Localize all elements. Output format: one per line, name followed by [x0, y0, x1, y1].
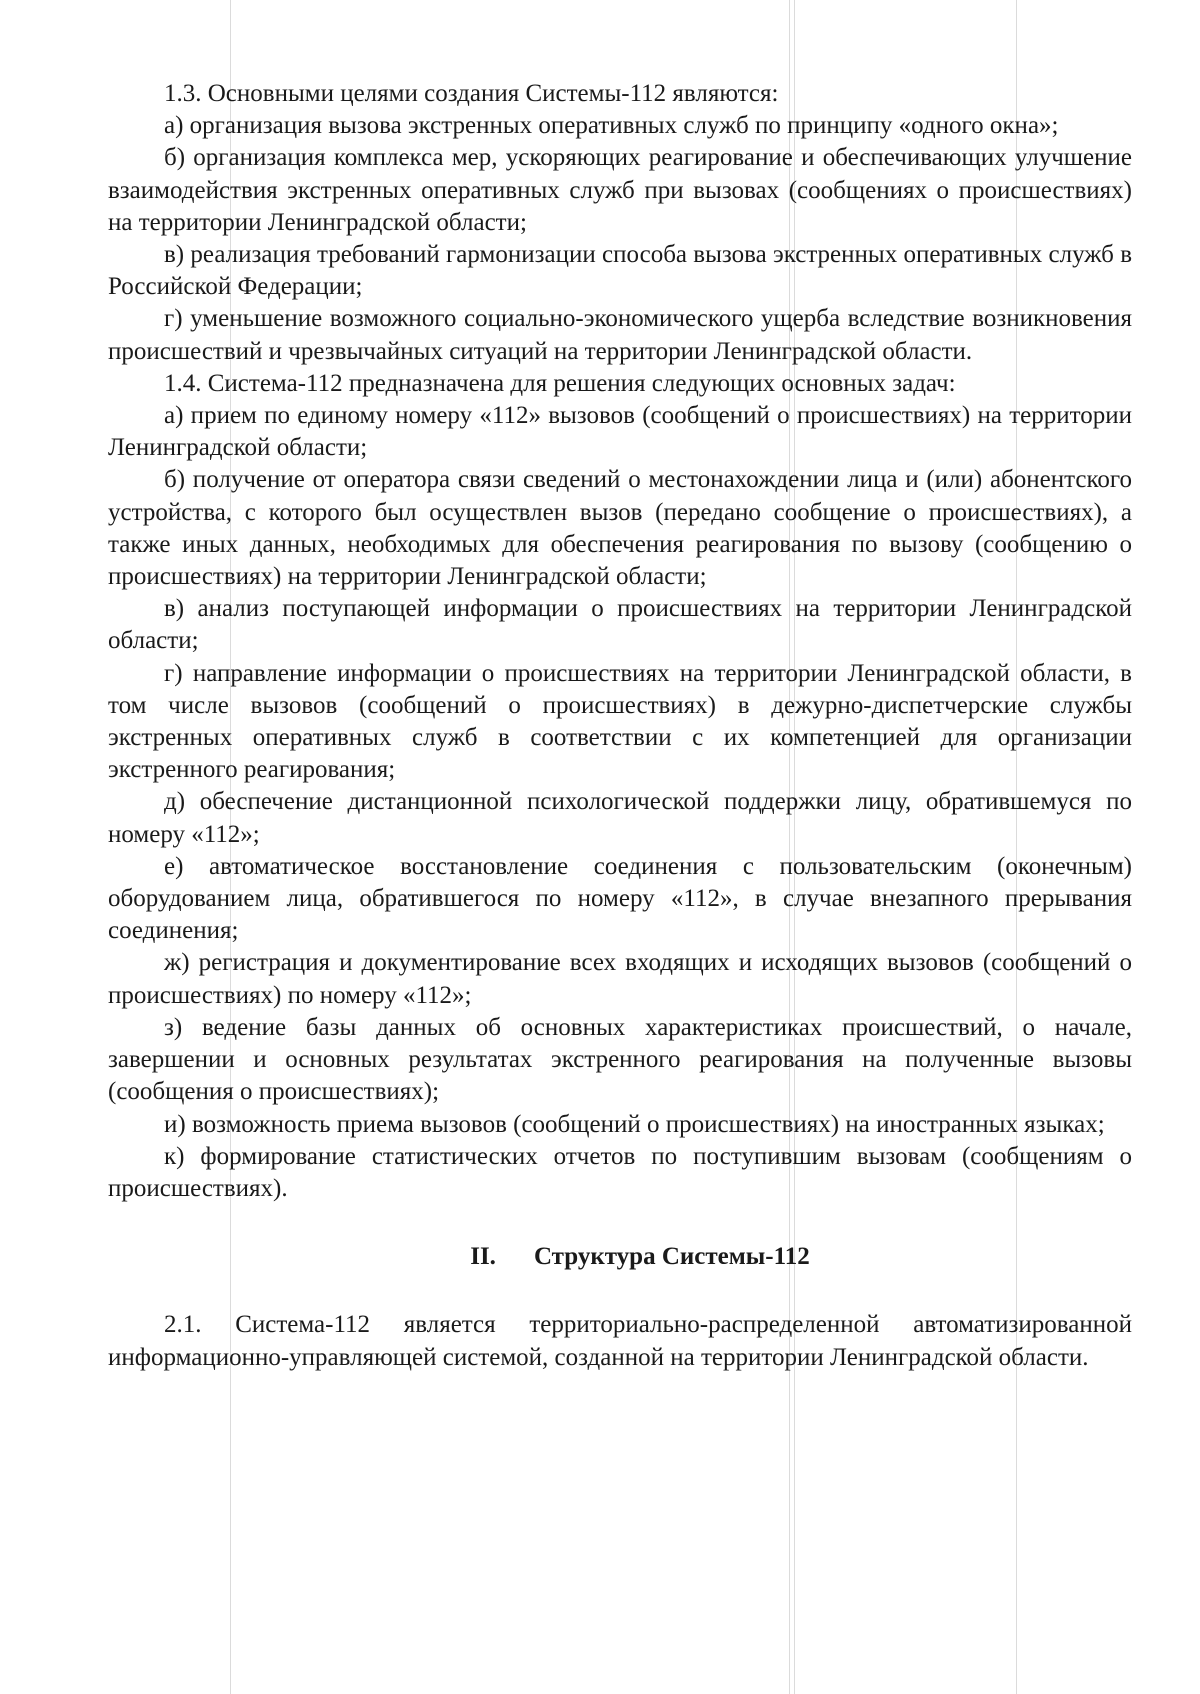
paragraph: 1.4. Система-112 предназначена для решения следующих основных задач: — [164, 369, 956, 397]
paragraph: 1.3. Основными целями создания Системы-112 являются: — [164, 80, 779, 107]
paragraph: а) организация вызова экстренных оперативных служб по принципу «одного окна»; — [164, 112, 1059, 140]
section-number: II. — [470, 1243, 496, 1271]
paragraph: 2.1. Система-112 является территориально-распределенной автоматизированной информационно-управляющей системой, созданной на территории Ленинградской области. — [108, 1311, 1132, 1371]
paragraph: г) направление информации о происшествиях на территории Ленинградской области, в том числе вызовов (сообщений о происшествиях) в дежурно-диспетчерские службы экстренных оперативных служб в соответствии с их компетенцией для организации экстренного реагирования; — [108, 659, 1132, 784]
paragraph: г) уменьшение возможного социально-экономического ущерба вследствие возникновения происшествий и чрезвычайных ситуаций на территории Ленинградской области. — [108, 305, 1132, 365]
paragraph: в) реализация требований гармонизации способа вызова экстренных оперативных служб в Российской Федерации; — [108, 241, 1132, 301]
paragraph: б) организация комплекса мер, ускоряющих реагирование и обеспечивающих улучшение взаимодействия экстренных оперативных служб при вызовах (сообщениях о происшествиях) на территории Ленинградской области; — [108, 144, 1132, 236]
paragraph: з) ведение базы данных об основных характеристиках происшествий, о начале, завершении и основных результатах экстренного реагирования на полученные вызовы (сообщения о происшествиях); — [108, 1013, 1132, 1106]
paragraph: е) автоматическое восстановление соединения с пользовательским (оконечным) оборудованием лица, обратившегося по номеру «112», в случае внезапного прерывания соединения; — [108, 852, 1132, 945]
paragraph: б) получение от оператора связи сведений о местонахождении лица и (или) абонентского устройства, с которого был осуществлен вызов (передано сообщение о происшествиях), а также иных данных, необходимых для обеспечения реагирования по вызову (сообщению о происшествиях) на территории Ленинградской области; — [108, 466, 1132, 591]
paragraph: к) формирование статистических отчетов по поступившим вызовам (сообщениям о происшествиях). — [108, 1142, 1132, 1202]
paragraph: ж) регистрация и документирование всех входящих и исходящих вызовов (сообщений о происшествиях) по номеру «112»; — [108, 949, 1132, 1009]
document-page — [108, 78, 1132, 1374]
paragraph: и) возможность приема вызовов (сообщений о происшествиях) на иностранных языках; — [164, 1110, 1105, 1138]
paragraph: а) прием по единому номеру «112» вызовов (сообщений о происшествиях) на территории Ленинградской области; — [108, 402, 1132, 462]
section-title: Структура Системы-112 — [533, 1243, 810, 1271]
section-heading — [108, 1241, 1132, 1273]
paragraph: д) обеспечение дистанционной психологической поддержки лицу, обратившемуся по номеру «112»; — [108, 788, 1132, 848]
paragraph: в) анализ поступающей информации о происшествиях на территории Ленинградской области; — [108, 595, 1132, 655]
